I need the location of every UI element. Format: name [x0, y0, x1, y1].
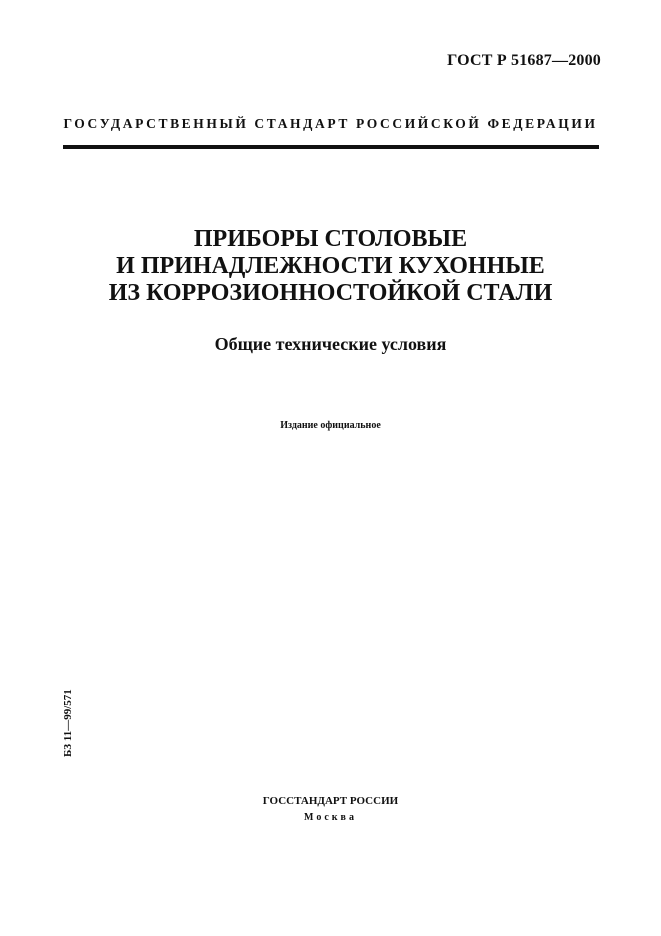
- side-registration-code: БЗ 11—99/571: [62, 689, 74, 757]
- publisher-name: ГОССТАНДАРТ РОССИИ: [262, 795, 399, 807]
- document-title: [0, 226, 661, 307]
- document-subtitle: Общие технические условия: [214, 334, 447, 354]
- document-number: ГОСТ Р 51687—2000: [447, 52, 601, 69]
- title-line-3: ИЗ КОРРОЗИОННОСТОЙКОЙ СТАЛИ: [108, 280, 553, 306]
- title-line-2: И ПРИНАДЛЕЖНОСТИ КУХОННЫЕ: [116, 253, 545, 279]
- state-standard-heading: ГОСУДАРСТВЕННЫЙ СТАНДАРТ РОССИЙСКОЙ ФЕДЕРАЦИИ: [63, 116, 598, 131]
- title-line-1: ПРИБОРЫ СТОЛОВЫЕ: [193, 226, 468, 252]
- header-rule: [63, 145, 599, 149]
- publication-city: Москва: [304, 812, 357, 823]
- edition-note: Издание официальное: [280, 420, 381, 431]
